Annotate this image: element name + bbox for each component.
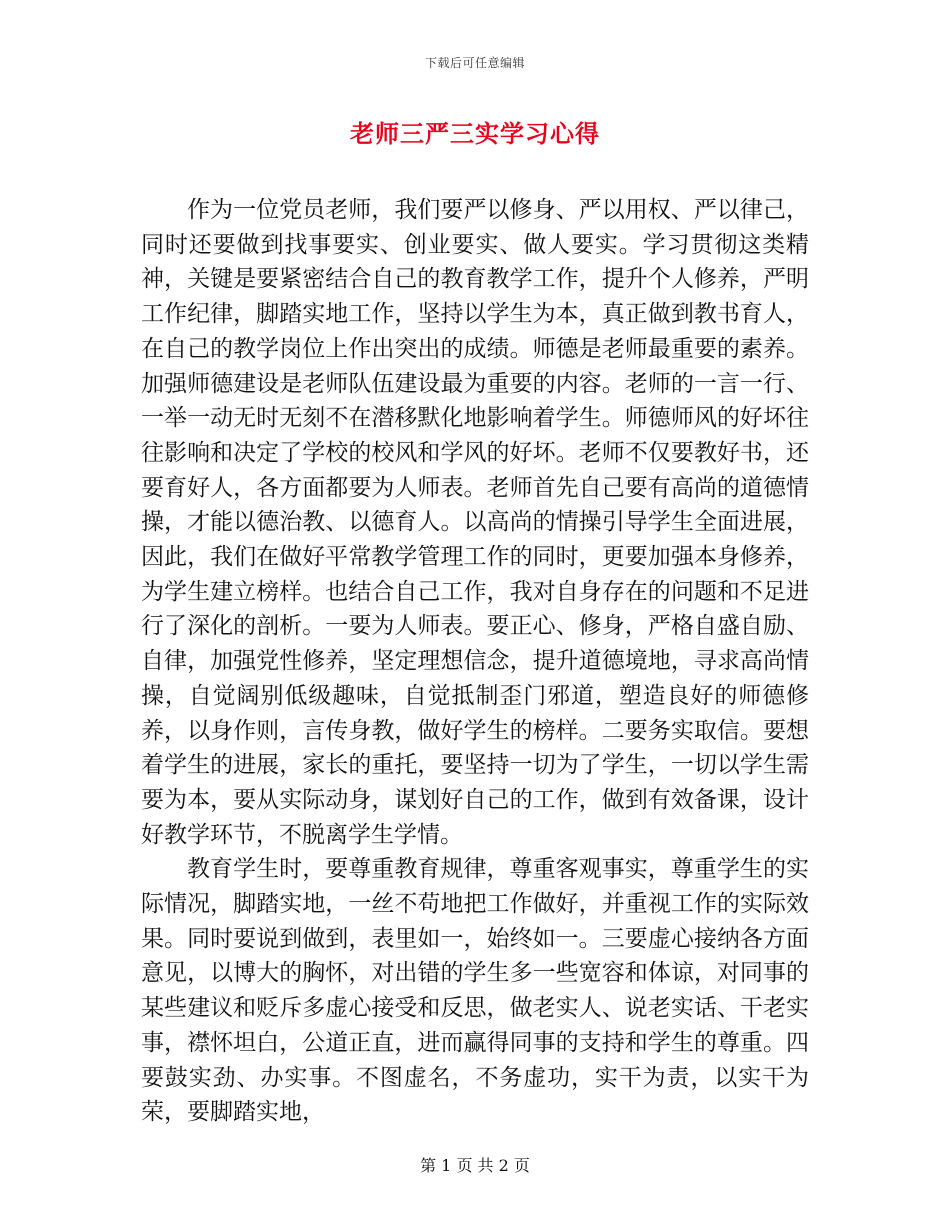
document-title: 老师三严三实学习心得 bbox=[350, 119, 600, 148]
paragraph-1: 作为一位党员老师，我们要严以修身、严以用权、严以律己，同时还要做到找事要实、创业要实、做人要实。学习贯彻这类精神，关键是要紧密结合自己的教育教学工作，提升个人修养，严明工作纪律，脚踏实地工作，坚持以学生为本，真正做到教书育人，在自己的教学岗位上作出突出的成绩。师德是老师最重要的素养。加强师德建设是老师队伍建设最为重要的内容。老师的一言一行、一举一动无时无刻不在潜移默化地影响着学生。师德师风的好坏往往影响和决定了学校的校风和学风的好坏。老师不仅要教好书，还要育好人，各方面都要为人师表。老师首先自己要有高尚的道德情操，才能以德治教、以德育人。以高尚的情操引导学生全面进展，因此，我们在做好平常教学管理工作的同时，更要加强本身修养，为学生建立榜样。也结合自己工作，我对自身存在的问题和不足进行了深化的剖析。一要为人师表。要正心、修身，严格自盛自励、自律，加强党性修养，坚定理想信念，提升道德境地，寻求高尚情操，自觉阔别低级趣味，自觉抵制歪门邪道，塑造良好的师德修养，以身作则，言传身教，做好学生的榜样。二要务实取信。要想着学生的进展，家长的重托，要坚持一切为了学生，一切以学生需要为本，要从实际动身，谋划好自己的工作，做到有效备课，设计好教学环节，不脱离学生学情。 bbox=[141, 197, 809, 848]
document-body bbox=[141, 193, 809, 1130]
header-note: 下载后可任意编辑 bbox=[424, 56, 525, 70]
paragraph-2: 教育学生时，要尊重教育规律，尊重客观事实，尊重学生的实际情况，脚踏实地，一丝不苟地把工作做好，并重视工作的实际效果。同时要说到做到，表里如一，始终如一。三要虚心接纳各方面意见，以博大的胸怀，对出错的学生多一些宽容和体谅，对同事的某些建议和贬斥多虚心接受和反思，做老实人、说老实话、干老实事，襟怀坦白，公道正直，进而赢得同事的支持和学生的尊重。四要鼓实劲、办实事。不图虚名，不务虚功，实干为责，以实干为荣，要脚踏实地， bbox=[141, 856, 809, 1126]
page-number: 第 1 页 共 2 页 bbox=[420, 1156, 530, 1175]
